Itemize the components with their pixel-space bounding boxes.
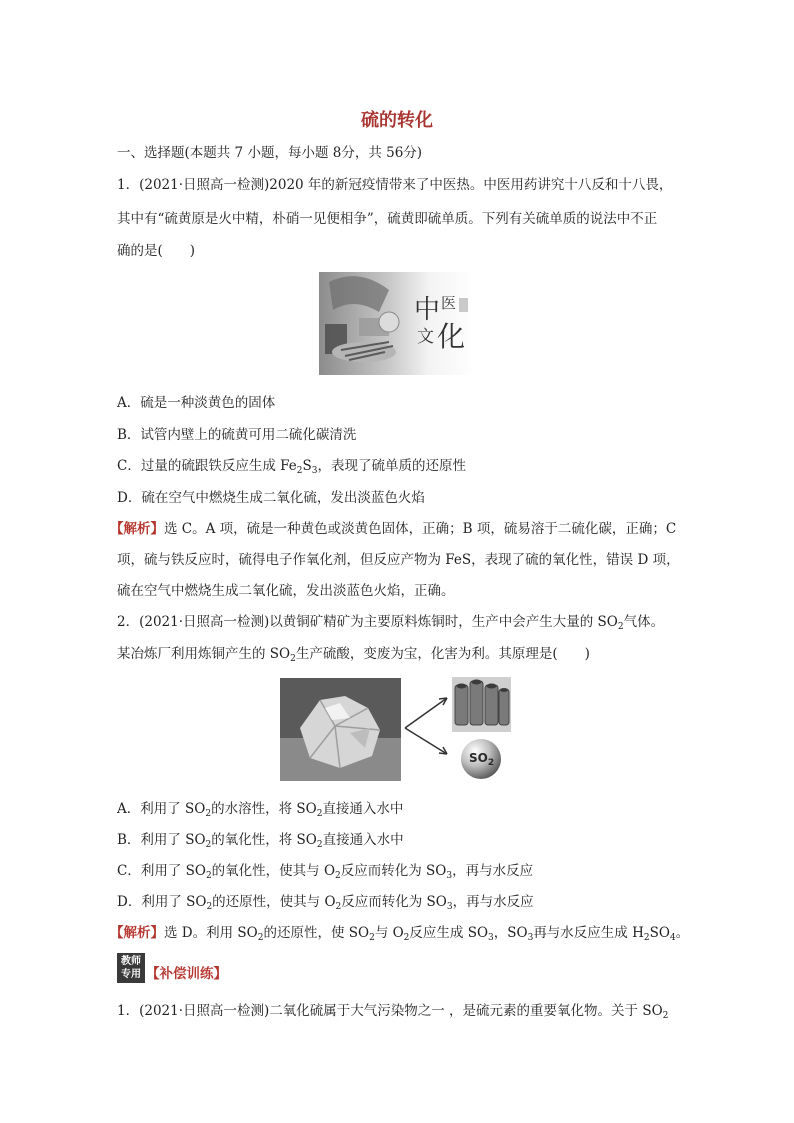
section-heading: 一、选择题(本题共 7 小题，每小题 8分，共 56分): [117, 145, 423, 161]
arrow-diagram: [403, 688, 453, 760]
tanks-illustration: [452, 677, 511, 732]
tcm-culture-image: [319, 272, 475, 375]
so2-ball-image: [459, 737, 503, 781]
q1-option-d: D．硫在空气中燃烧生成二氧化硫，发出淡蓝色火焰: [117, 490, 425, 506]
page-title: 硫的转化: [361, 110, 433, 131]
so2-ball-label: $SO_2$: [469, 751, 495, 768]
q1-option-b: B．试管内壁上的硫黄可用二硫化碳清洗: [117, 427, 357, 443]
analysis-tag: 【解析】: [110, 925, 164, 941]
supplementary-training-label: 【补偿训练】: [146, 966, 227, 982]
tcm-char-hua: 化: [437, 320, 466, 353]
tcm-char-wen: 文: [417, 327, 434, 347]
q3-stem-line1: 1．(2021·日照高一检测)二氧化硫属于大气污染物之一 ，是硫元素的重要氧化物。关于 $SO_2$: [117, 1003, 669, 1021]
ore-illustration: [280, 678, 401, 781]
q2-option-d: D．利用了 $SO_2$的还原性，使其与 $O_2$反应而转化为 $SO_3$，再与水反应: [117, 894, 534, 912]
q2-option-c: C．利用了 $SO_2$的氧化性，使其与 $O_2$反应而转化为 $SO_3$，再与水反应: [117, 863, 534, 881]
q1-stem-line3: 确的是( ): [117, 243, 196, 259]
q2-analysis: 【解析】选 D。利用 $SO_2$的还原性，使 $SO_2$与 $O_2$反应生成 $SO_3$，$SO_3$再与水反应生成 $H_2SO_4$。: [110, 925, 690, 943]
q1-option-a: A．硫是一种淡黄色的固体: [117, 395, 276, 411]
q1-analysis-line3: 硫在空气中燃烧生成二氧化硫，发出淡蓝色火焰，正确。: [117, 583, 455, 599]
q2-stem-line1: 2．(2021·日照高一检测)以黄铜矿精矿为主要原料炼铜时，生产中会产生大量的 $SO_2$气体。: [117, 614, 665, 632]
q1-analysis-line1: 【解析】选 C。A 项，硫是一种黄色或淡黄色固体，正确；B 项，硫易溶于二硫化碳，正确；C: [110, 521, 677, 537]
seal-stamp: [459, 298, 468, 312]
teacher-only-badge: 教师 专用: [117, 953, 145, 983]
tcm-char-zhong: 中: [414, 295, 441, 325]
q1-stem-line2: 其中有“硫黄原是火中精，朴硝一见便相争”，硫黄即硫单质。下列有关硫单质的说法中不正: [117, 211, 658, 227]
ore-image: [280, 678, 401, 781]
q1-stem-line1: 1．(2021·日照高一检测)2020 年的新冠疫情带来了中医热。中医用药讲究十八反和十八畏，: [117, 177, 673, 193]
tcm-char-yi: 医: [441, 294, 457, 312]
sulfuric-acid-tanks-image: [452, 677, 511, 732]
q2-stem-line2: 某冶炼厂利用炼铜产生的 $SO_2$生产硫酸，变废为宝，化害为利。其原理是( ): [117, 646, 590, 664]
q1-analysis-line2: 项，硫与铁反应时，硫得电子作氧化剂，但反应产物为 FeS，表现了硫的氧化性，错误 D 项，: [117, 552, 680, 568]
q2-option-b: B．利用了 $SO_2$的氧化性，将 $SO_2$直接通入水中: [117, 832, 404, 850]
q1-option-c: C．过量的硫跟铁反应生成 $Fe_2S_3$，表现了硫单质的还原性: [117, 458, 466, 476]
q2-option-a: A．利用了 $SO_2$的水溶性，将 $SO_2$直接通入水中: [117, 801, 404, 819]
analysis-tag: 【解析】: [110, 521, 164, 537]
